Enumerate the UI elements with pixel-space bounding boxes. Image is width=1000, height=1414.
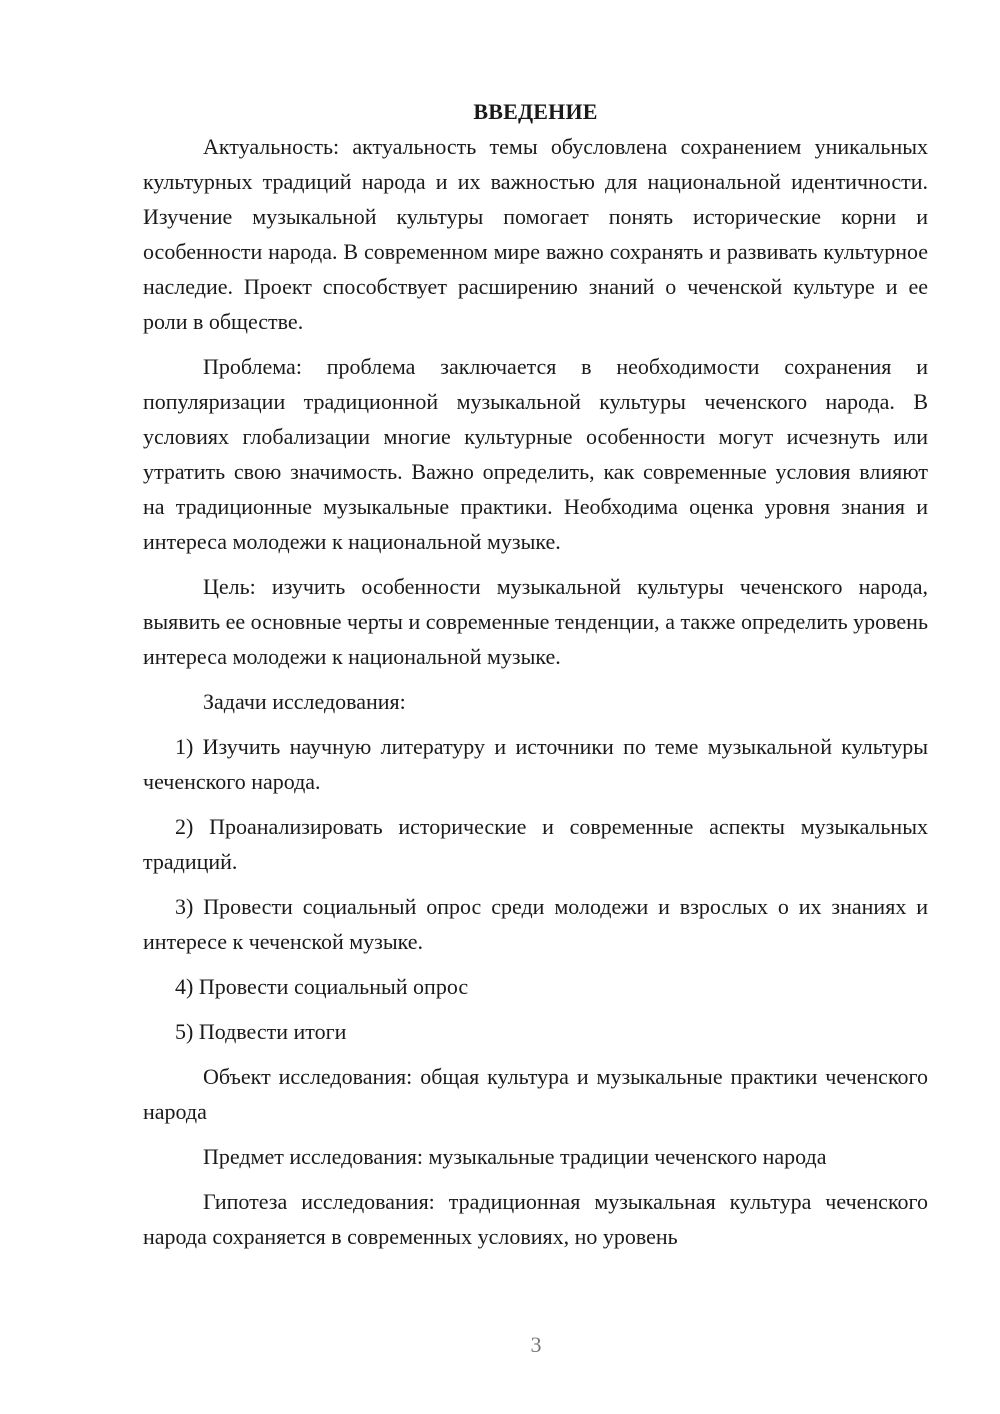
- object-paragraph: Объект исследования: общая культура и музыкальные практики чеченского народа: [143, 1064, 928, 1124]
- subject-paragraph: Предмет исследования: музыкальные традиции чеченского народа: [203, 1144, 827, 1169]
- problem-paragraph: Проблема: проблема заключается в необходимости сохранения и популяризации традиционной музыкальной культуры чеченского народа. В условиях глобализации многие культурные особенности могут исчезнуть или утратить свою значимость. Важно определить, как современные условия влияют на традиционные музыкальные практики. Необходима оценка уровня знания и интереса молодежи к национальной музыке.: [143, 354, 928, 554]
- relevance-paragraph: Актуальность: актуальность темы обусловлена сохранением уникальных культурных традиций народа и их важностью для национальной идентичности. Изучение музыкальной культуры помогает понять исторические корни и особенности народа. В современном мире важно сохранять и развивать культурное наследие. Проект способствует расширению знаний о чеченской культуре и ее роли в обществе.: [143, 134, 928, 334]
- list-item: 5) Подвести итоги: [175, 1019, 347, 1044]
- document-page: [143, 94, 928, 1254]
- tasks-heading: Задачи исследования:: [203, 689, 406, 714]
- hypothesis-paragraph: Гипотеза исследования: традиционная музыкальная культура чеченского народа сохраняется в современных условиях, но уровень: [143, 1189, 928, 1249]
- list-item: 3) Провести социальный опрос среди молодежи и взрослых о их знаниях и интересе к чеченской музыке.: [143, 894, 928, 954]
- page-number: 3: [530, 1332, 542, 1357]
- list-item: 2) Проанализировать исторические и современные аспекты музыкальных традиций.: [143, 814, 928, 874]
- goal-paragraph: Цель: изучить особенности музыкальной культуры чеченского народа, выявить ее основные черты и современные тенденции, а также определить уровень интереса молодежи к национальной музыке.: [143, 574, 928, 669]
- list-item: 1) Изучить научную литературу и источники по теме музыкальной культуры чеченского народа.: [143, 734, 928, 794]
- list-item: 4) Провести социальный опрос: [175, 974, 469, 999]
- tasks-list: [143, 729, 928, 1049]
- section-title: ВВЕДЕНИЕ: [473, 99, 598, 124]
